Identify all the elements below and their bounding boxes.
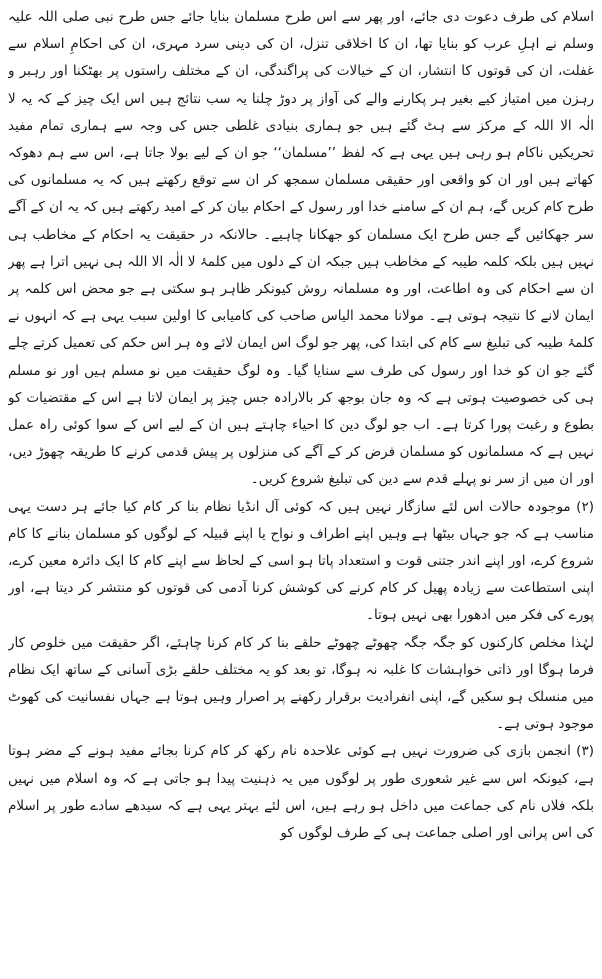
- paragraph-3: [8, 630, 594, 739]
- paragraph-3-text: لہٰذا مخلص کارکنوں کو جگہ جگہ چھوٹے چھوٹے حلقے بنا کر کام کرنا چاہئے، اگر حقیقت میں خلوص کار فرما ہوگا اور ذاتی خواہشات کا غلبہ نہ ہوگا، تو بعد کو یہ مختلف حلقے بڑی آسانی کے ساتھ ایک نظام میں منسلک ہو سکیں گے، اپنی انفرادیت برقرار رکھنے پر اصرار وہیں ہوتا ہے جہاں نفسانیت کی کھوٹ موجود ہوتی ہے۔: [8, 634, 594, 733]
- paragraph-2-text: موجودہ حالات اس لئے سازگار نہیں ہیں کہ کوئی آل انڈیا نظام بنا کر کام کیا جائے ہر دست یہی مناسب ہے کہ جو جہاں بیٹھا ہے وہیں اپنے اطراف و نواح یا اپنے قبیلہ کے لوگوں کو مسلمان بنانے کا کام شروع کرے، اور اپنے اندر جتنی قوت و استعداد پاتا ہو اسی کے لحاظ سے اپنے کام کا ایک دائرہ معین کرے، اپنی استطاعت سے زیادہ پھیل کر کام کرنے کی کوشش کرنا آدمی کی قوتوں کو منتشر کر دیتا ہے، اور پورے کی فکر میں ادھورا بھی نہیں ہوتا۔: [8, 498, 594, 624]
- paragraph-2-number: (۲): [576, 498, 594, 515]
- paragraph-2: [8, 494, 594, 630]
- paragraph-4-text: انجمن بازی کی ضرورت نہیں ہے کوئی علاحدہ نام رکھ کر کام کرنا بجائے مفید ہونے کے مضر ہوتا ہے، کیونکہ اس سے غیر شعوری طور پر لوگوں میں یہ ذہنیت پیدا ہو جاتی ہے کہ وہ اسلام میں نہیں بلکہ فلاں نام کی جماعت میں داخل ہو رہے ہیں، اس لئے بہتر یہی ہے کہ سیدھے سادے طور پر اسلام کی اس پرانی اور اصلی جماعت ہی کے طرف لوگوں کو: [8, 743, 594, 842]
- paragraph-1: [8, 4, 594, 494]
- paragraph-1-text: اسلام کی طرف دعوت دی جائے، اور پھر سے اس طرح مسلمان بنایا جائے جس طرح نبی صلی اللہ علیہ وسلم نے اہلِ عرب کو بنایا تھا، ان کا اخلاقی تنزل، ان کی دینی سرد مہری، ان کی احکامِ اسلام سے غفلت، ان کی قوتوں کا انتشار، ان کے خیالات کی پراگندگی، ان کے مختلف راستوں پر بھٹکنا اور رہبر و رہزن میں امتیاز کیے بغیر ہر پکارنے والے کی آواز پر دوڑ چلنا یہ سب نتائج ہیں اس ایک چیز کے کہ یہ لا الٰہ الا اللہ کے مرکز سے ہٹ گئے ہیں جو ہماری بنیادی غلطی جس کی وجہ سے ہماری تمام مفید تحریکیں ناکام ہو رہی ہیں یہی ہے کہ لفظ ’’مسلمان‘‘ جو ان کے لیے بولا جاتا ہے، اس سے ہم دھوکہ کھاتے ہیں اور ان کو واقعی اور حقیقی مسلمان سمجھ کر ان سے توقع رکھتے ہیں کہ یہ مسلمانوں کی طرح کام کریں گے، ہم ان کے سامنے خدا اور رسول کے احکام بیان کر کے امید رکھتے ہیں کہ یہ ان کے آگے سر جھکائیں گے جس طرح ایک مسلمان کو جھکانا چاہیے۔ حالانکہ در حقیقت یہ احکام کے مخاطب ہی نہیں ہیں بلکہ کلمہ طیبہ کے مخاطب ہیں جبکہ ان کے دلوں میں کلمۂ لا الٰہ الا اللہ ہی نہیں اترا ہے پھر ان سے احکام کی وہ اطاعت، اور وہ مسلمانہ روش کیونکر ظاہر ہو سکتی ہے جو محض اس کلمہ پر ایمان لانے کا نتیجہ ہوتی ہے۔ مولانا محمد الیاس صاحب کی کامیابی کا اولین سبب یہی ہے کہ انہوں نے کلمۂ طیبہ کی تبلیغ سے کام کی ابتدا کی، پھر جو لوگ اس ایمان لائے وہ ہر اس حکم کی تعمیل کرتے چلے گئے جو ان کو خدا اور رسول کی طرف سے سنایا گیا۔ وہ لوگ حقیقت میں نو مسلم ہیں اور نو مسلم ہی کی خصوصیت ہوتی ہے کہ وہ جان بوجھ کر بالارادہ جس چیز پر ایمان لاتا ہے اس کے مقتضیات کو بطوع و رغبت پورا کرتا ہے۔ اب جو لوگ دین کا احیاء چاہتے ہیں ان کے لیے اس کے سوا کوئی راہ عمل نہیں ہے کہ مسلمانوں کو مسلمان فرض کر کے آگے کی منزلوں پر پیش قدمی کرنے کا طریقہ چھوڑ دیں، اور ان میں از سر نو پہلے قدم سے دین کی تبلیغ شروع کریں۔: [8, 9, 594, 488]
- paragraph-4-number: (۳): [576, 743, 594, 760]
- urdu-text-body: [8, 4, 594, 977]
- paragraph-4: [8, 738, 594, 847]
